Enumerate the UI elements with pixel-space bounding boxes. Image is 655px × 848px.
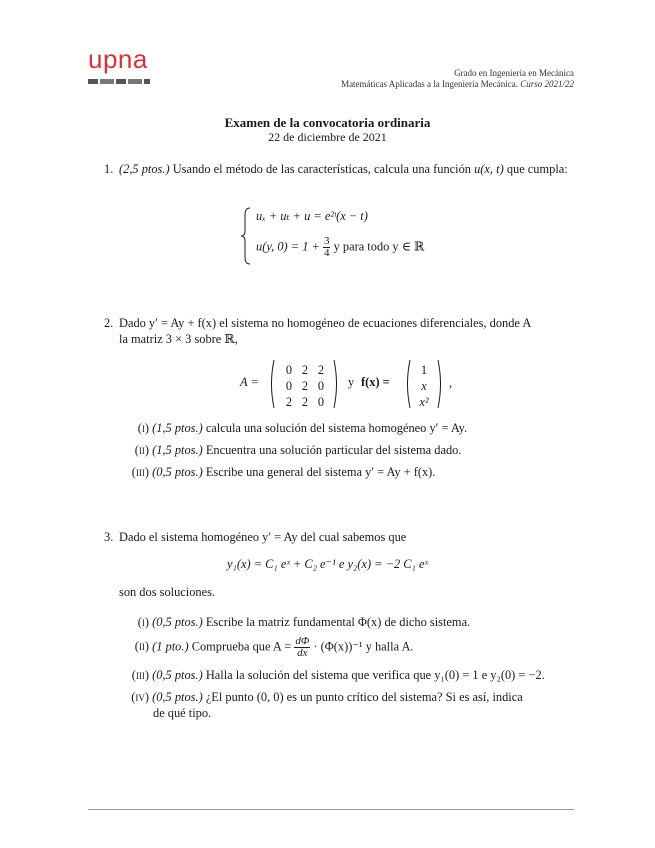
- q3-number: 3.: [104, 530, 114, 544]
- q1-equation-pde: uₓ + uₜ + u = e²ᵗ(x − t): [256, 209, 368, 223]
- q3-item-iv-label: (iv): [131, 690, 149, 704]
- q3-item-ii-points: (1 pto.): [152, 639, 189, 654]
- q3-intro: Dado el sistema homogéneo y′ = Ay del cual sabemos que: [119, 530, 407, 544]
- q2-item-i: [121, 420, 581, 436]
- q3-item-iii-label: (iii): [131, 668, 149, 682]
- q3-item-i-label: (i): [137, 615, 149, 629]
- q1-system-brace: [240, 207, 252, 265]
- q2-item-iii-points: (0,5 ptos.): [152, 465, 203, 479]
- matrix-A-row-3: [281, 394, 329, 410]
- q3-item-i: [121, 614, 581, 630]
- q1-text: Usando el método de las características, calcula una función: [172, 162, 471, 176]
- q3-item-i-points: (0,5 ptos.): [152, 615, 203, 629]
- a11: 0: [285, 363, 293, 377]
- q3-item-ii-text-b: · (Φ(x))⁻¹ y halla A.: [313, 639, 414, 654]
- q3-solutions: y₁(x) = C₁ eˣ + C₂ e⁻¹ e y₂(x) = −2 C₁ eˣ: [227, 557, 428, 571]
- q2-item-iii-label: (iii): [131, 465, 149, 479]
- q2-item-ii-text: Encuentra una solución particular del sistema dado.: [205, 443, 462, 457]
- matrix-A-entries: [281, 362, 329, 410]
- university-logo: [88, 46, 150, 90]
- a12: 2: [301, 363, 309, 377]
- q2-intro2: la matriz 3 × 3 sobre ℝ,: [119, 332, 238, 346]
- q3-item-ii-text-a: Comprueba que A =: [191, 639, 292, 654]
- a32: 2: [301, 395, 309, 409]
- q2-statement: [119, 315, 579, 347]
- q2-comma: ,: [449, 376, 453, 390]
- exam-title: Examen de la convocatoria ordinaria: [224, 115, 431, 130]
- exam-date: 22 de diciembre de 2021: [268, 130, 387, 144]
- q3-frac-num: dΦ: [295, 635, 310, 647]
- q3-item-iv: [121, 689, 581, 721]
- f-vector-label: f(x) =: [361, 375, 390, 389]
- q1-fraction: [323, 236, 331, 259]
- q1-frac-num: 3: [323, 235, 330, 247]
- matrix-A-label: A =: [240, 375, 259, 389]
- a22: 2: [301, 379, 309, 393]
- course-header: [341, 68, 574, 90]
- q1-points: (2,5 ptos.): [119, 162, 170, 176]
- q2-item-i-points: (1,5 ptos.): [152, 421, 203, 435]
- q2-number: 2.: [104, 316, 114, 330]
- subject-name: Matemáticas Aplicadas a la Ingeniería Mecánica.: [341, 79, 518, 89]
- logo-wordmark: upna: [88, 44, 148, 74]
- q1-frac-den: 4: [323, 247, 330, 259]
- q2-item-ii-label: (ii): [134, 443, 149, 457]
- q3-item-iv-text2: de qué tipo.: [153, 706, 212, 720]
- logo-subtitle-graphic: [88, 78, 150, 85]
- q3-item-iii: [121, 667, 581, 683]
- f3: x²: [419, 395, 429, 409]
- f-vector-entries: [412, 362, 436, 410]
- q1-statement: [119, 161, 574, 177]
- q3-item-i-text: Escribe la matriz fundamental Φ(x) de dicho sistema.: [205, 615, 471, 629]
- q3-item-ii-label: (ii): [134, 639, 149, 654]
- degree-line: Grado en Ingeniería en Mecánica: [454, 68, 574, 78]
- a33: 0: [317, 395, 325, 409]
- a21: 0: [285, 379, 293, 393]
- q2-intro: Dado y′ = Ay + f(x) el sistema no homogéneo de ecuaciones diferenciales, donde A: [119, 316, 532, 330]
- q3-item-iii-text: Halla la solución del sistema que verifica que y₁(0) = 1 e y₂(0) = −2.: [205, 668, 545, 682]
- f1: 1: [420, 363, 428, 377]
- q1-number: 1.: [104, 162, 114, 176]
- q3-derivative-fraction: [294, 636, 310, 659]
- q2-item-ii-points: (1,5 ptos.): [152, 443, 203, 457]
- q3-after: son dos soluciones.: [119, 585, 216, 599]
- a13: 2: [317, 363, 325, 377]
- subject-line: [341, 79, 574, 90]
- q2-item-ii: [121, 442, 581, 458]
- q1-eq2-left: u(y, 0) = 1 +: [256, 239, 320, 254]
- q3-item-ii: [121, 636, 581, 659]
- q2-item-iii: [121, 464, 581, 480]
- matrix-A-row-2: [281, 378, 329, 394]
- q1-function: u(x, t): [474, 162, 504, 176]
- a31: 2: [285, 395, 293, 409]
- a23: 0: [317, 379, 325, 393]
- q1-text-end: que cumpla:: [506, 162, 568, 176]
- q1-eq2-right: y para todo y ∈ ℝ: [333, 239, 425, 254]
- q2-item-i-label: (i): [137, 421, 149, 435]
- f2: x: [421, 379, 427, 393]
- q2-item-i-text: calcula una solución del sistema homogéneo y′ = Ay.: [205, 421, 468, 435]
- matrix-A-row-1: [281, 362, 329, 378]
- q2-and: y: [348, 375, 355, 389]
- q3-frac-den: dx: [297, 647, 308, 659]
- q2-item-iii-text: Escribe una general del sistema y′ = Ay + f(x).: [205, 465, 436, 479]
- footer-rule: [88, 809, 574, 810]
- q3-item-iv-text: ¿El punto (0, 0) es un punto crítico del sistema? Si es así, indica: [205, 690, 523, 704]
- q3-item-iv-points: (0,5 ptos.): [152, 690, 203, 704]
- q1-equation-initial: [256, 236, 424, 259]
- course-year: Curso 2021/22: [520, 79, 574, 89]
- q3-item-iii-points: (0,5 ptos.): [152, 668, 203, 682]
